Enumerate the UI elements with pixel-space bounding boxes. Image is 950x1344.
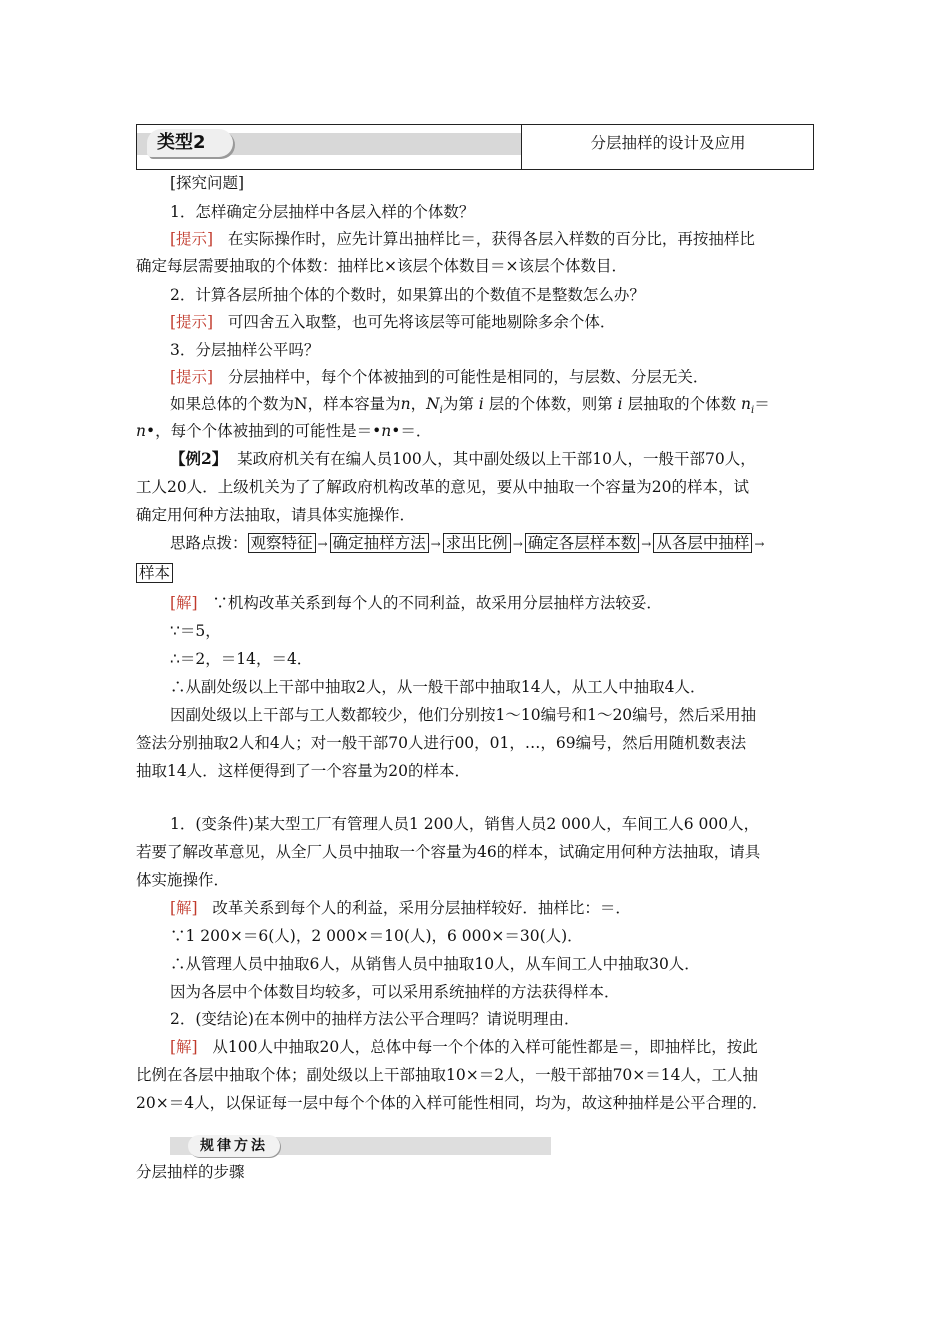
answer-3	[170, 367, 816, 387]
formula-text: ，	[410, 395, 427, 413]
solution-text: ∵机构改革关系到每个人的不同利益，故采用分层抽样方法较妥．	[212, 594, 662, 612]
flow-arrow: →	[754, 537, 765, 551]
solution-flow-cont	[136, 563, 816, 583]
flow-arrow: →	[512, 537, 523, 551]
formula-text: •＝．	[391, 422, 432, 440]
flow-arrow: →	[430, 537, 441, 551]
formula-var: N	[426, 395, 440, 413]
formula-var: n	[381, 422, 392, 440]
example-line-1	[170, 449, 816, 469]
question-3: 3．分层抽样公平吗？	[170, 341, 320, 359]
variant-2-solution-2: 比例在各层中抽取个体；副处级以上干部抽取10×＝2人，一般干部抽70×＝14人，工人抽	[136, 1066, 759, 1084]
formula-text: 层抽取的个体数	[627, 395, 737, 413]
variant-2-line-1: 2．(变结论)在本例中的抽样方法公平合理吗？请说明理由．	[170, 1010, 580, 1028]
flow-label: 思路点拨：	[170, 534, 248, 552]
example-line-2: 工人20人．上级机关为了了解政府机构改革的意见，要从中抽取一个容量为20的样本，试	[136, 478, 749, 496]
variant-1-solution-1	[170, 898, 816, 918]
explore-heading: [探究问题]	[170, 174, 245, 192]
flow-arrow: →	[641, 537, 652, 551]
variant-1-solution-4: 因为各层中个体数目均较多，可以采用系统抽样的方法获得样本．	[170, 983, 620, 1001]
example-text: 某政府机关有在编人员100人，其中副处级以上干部10人，一般干部70人，	[237, 450, 756, 468]
formula-sub: i	[751, 405, 755, 417]
variant-1-solution-2: ∵1 200×＝6(人)，2 000×＝10(人)，6 000×＝30(人)．	[170, 927, 583, 945]
formula-text: ＝	[754, 395, 770, 413]
solution-line-2: ∵＝5，	[170, 622, 221, 640]
solution-label: [解]	[170, 1038, 198, 1056]
answer-2-text: 可四舍五入取整，也可先将该层等可能地剔除多余个体．	[227, 313, 616, 331]
formula-var: n	[400, 395, 411, 413]
section-header	[136, 124, 814, 170]
section-header-left	[137, 125, 521, 169]
formula-text: 层的个体数，则第	[488, 395, 613, 413]
formula-var: n	[741, 395, 751, 413]
example-label: 【例2】	[170, 449, 228, 468]
hint-label: [提示]	[170, 230, 214, 248]
solution-line-1	[170, 593, 816, 613]
formula-var: i	[617, 395, 623, 413]
formula-text: 如果总体的个数为N，样本容量为	[170, 395, 401, 413]
solution-text: 改革关系到每个人的利益，采用分层抽样较好．抽样比：＝．	[212, 899, 631, 917]
answer-1-line-2: 确定每层需要抽取的个体数：抽样比×该层个体数目＝×该层个体数目．	[136, 257, 627, 275]
formula-var: i	[478, 395, 484, 413]
rule-method-banner	[170, 1137, 551, 1155]
solution-line-6: 签法分别抽取2人和4人；对一般干部70人进行00，01，…，69编号，然后用随机数表法	[136, 734, 747, 752]
formula-line-1	[170, 394, 816, 421]
answer-3-text: 分层抽样中，每个个体被抽到的可能性是相同的，与层数、分层无关．	[227, 368, 709, 386]
variant-2-solution-3: 20×＝4人，以保证每一层中每个个体的入样可能性相同，均为，故这种抽样是公平合理的．	[136, 1094, 768, 1112]
flow-step-3: 求出比例	[443, 533, 511, 553]
formula-sub: i	[439, 405, 443, 417]
flow-step-4: 确定各层样本数	[525, 533, 640, 553]
solution-text: 从100人中抽取20人，总体中每一个个体的入样可能性都是＝，即抽样比，按此	[212, 1038, 758, 1056]
solution-line-7: 抽取14人．这样便得到了一个容量为20的样本．	[136, 762, 470, 780]
formula-line-2	[136, 421, 816, 441]
variant-1-line-3: 体实施操作．	[136, 871, 230, 889]
solution-label: [解]	[170, 899, 198, 917]
flow-step-5: 从各层中抽样	[653, 533, 752, 553]
flow-step-6: 样本	[136, 563, 173, 583]
formula-text: 为第	[442, 395, 474, 413]
question-2: 2．计算各层所抽个体的个数时，如果算出的个数值不是整数怎么办？	[170, 286, 645, 304]
solution-label: [解]	[170, 594, 198, 612]
example-line-3: 确定用何种方法抽取，请具体实施操作．	[136, 506, 416, 524]
question-1: 1．怎样确定分层抽样中各层入样的个体数？	[170, 203, 475, 221]
hint-label: [提示]	[170, 313, 214, 331]
variant-2-solution-1	[170, 1037, 816, 1057]
answer-2	[170, 312, 816, 332]
section-title: 分层抽样的设计及应用	[590, 134, 746, 152]
answer-1-text: 在实际操作时，应先计算出抽样比＝，获得各层入样数的百分比，再按抽样比	[227, 230, 755, 248]
variant-1-line-2: 若要了解改革意见，从全厂人员中抽取一个容量为46的样本，试确定用何种方法抽取，请具	[136, 843, 761, 861]
variant-1-line-1: 1．(变条件)某大型工厂有管理人员1 200人，销售人员2 000人，车间工人6 000人，	[170, 815, 760, 833]
formula-text: •，每个个体被抽到的可能性是＝•	[145, 422, 382, 440]
formula-var: n	[136, 422, 146, 440]
hint-label: [提示]	[170, 368, 214, 386]
answer-1-line-1	[170, 229, 816, 249]
flow-step-2: 确定抽样方法	[330, 533, 429, 553]
rule-method-tag: 规律方法	[188, 1135, 280, 1157]
rule-method-text: 分层抽样的步骤	[136, 1163, 245, 1181]
solution-line-4: ∴从副处级以上干部中抽取2人，从一般干部中抽取14人，从工人中抽取4人．	[170, 678, 706, 696]
section-type-tag: 类型2	[157, 132, 206, 153]
solution-line-3: ∴＝2，＝14，＝4．	[170, 650, 313, 668]
flow-step-1: 观察特征	[248, 533, 316, 553]
variant-1-solution-3: ∴从管理人员中抽取6人，从销售人员中抽取10人，从车间工人中抽取30人．	[170, 955, 700, 973]
flow-arrow: →	[317, 537, 328, 551]
solution-line-5: 因副处级以上干部与工人数都较少，他们分别按1～10编号和1～20编号，然后采用抽	[170, 706, 757, 724]
solution-flow	[170, 533, 816, 554]
